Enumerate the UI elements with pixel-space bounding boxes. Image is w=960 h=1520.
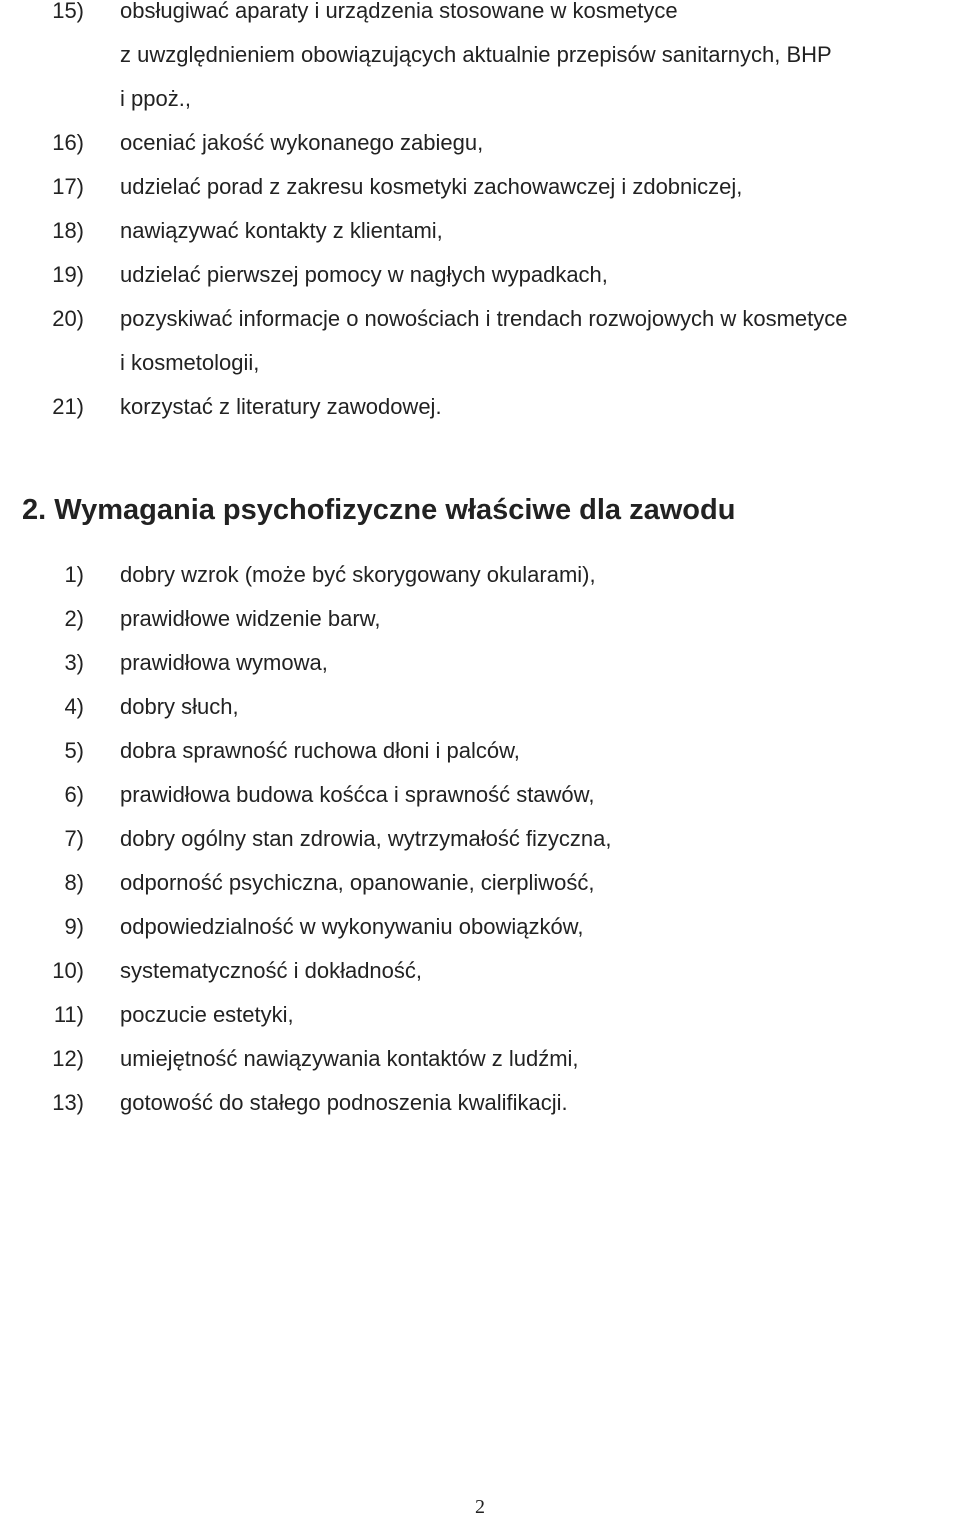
list-item	[0, 121, 960, 165]
section-heading: 2. Wymagania psychofizyczne właściwe dla zawodu	[22, 494, 736, 526]
list-item	[0, 641, 960, 685]
item-text: prawidłowa budowa kośćca i sprawność stawów,	[120, 782, 595, 807]
item-number: 10)	[52, 958, 84, 983]
list-item	[0, 685, 960, 729]
requirements-list	[0, 553, 960, 1125]
item-text: dobry ogólny stan zdrowia, wytrzymałość fizyczna,	[120, 826, 612, 851]
skills-list	[0, 0, 960, 429]
list-item	[0, 949, 960, 993]
list-item	[0, 297, 960, 385]
item-number: 5)	[64, 738, 84, 763]
item-text: prawidłowa wymowa,	[120, 650, 328, 675]
list-item	[0, 597, 960, 641]
item-number: 18)	[52, 218, 84, 243]
item-text: poczucie estetyki,	[120, 1002, 294, 1027]
list-item	[0, 1037, 960, 1081]
item-number: 4)	[64, 694, 84, 719]
list-item	[0, 209, 960, 253]
item-number: 2)	[64, 606, 84, 631]
item-number: 19)	[52, 262, 84, 287]
page-number: 2	[475, 1496, 485, 1518]
item-number: 12)	[52, 1046, 84, 1071]
item-text: pozyskiwać informacje o nowościach i trendach rozwojowych w kosmetyce i kosmetologii,	[120, 306, 848, 375]
item-text: dobry wzrok (może być skorygowany okularami),	[120, 562, 596, 587]
item-text: oceniać jakość wykonanego zabiegu,	[120, 130, 484, 155]
item-text: dobry słuch,	[120, 694, 239, 719]
list-item	[0, 729, 960, 773]
item-number: 7)	[64, 826, 84, 851]
list-item	[0, 253, 960, 297]
item-text: umiejętność nawiązywania kontaktów z ludźmi,	[120, 1046, 579, 1071]
item-number: 6)	[64, 782, 84, 807]
item-number: 1)	[64, 562, 84, 587]
item-number: 11)	[53, 1002, 84, 1027]
item-text: udzielać pierwszej pomocy w nagłych wypadkach,	[120, 262, 608, 287]
item-number: 21)	[52, 394, 84, 419]
item-text: prawidłowe widzenie barw,	[120, 606, 381, 631]
list-item	[0, 165, 960, 209]
list-item	[0, 993, 960, 1037]
list-item	[0, 905, 960, 949]
item-text: udzielać porad z zakresu kosmetyki zachowawczej i zdobniczej,	[120, 174, 743, 199]
item-number: 13)	[52, 1090, 84, 1115]
item-text: gotowość do stałego podnoszenia kwalifikacji.	[120, 1090, 568, 1115]
list-item	[0, 817, 960, 861]
item-number: 15)	[52, 0, 84, 23]
list-item	[0, 1081, 960, 1125]
list-item	[0, 861, 960, 905]
item-text: odpowiedzialność w wykonywaniu obowiązków,	[120, 914, 584, 939]
list-item	[0, 773, 960, 817]
list-item	[0, 385, 960, 429]
item-text: korzystać z literatury zawodowej.	[120, 394, 442, 419]
list-item	[0, 553, 960, 597]
item-number: 16)	[52, 130, 84, 155]
item-text: odporność psychiczna, opanowanie, cierpliwość,	[120, 870, 595, 895]
item-text: nawiązywać kontakty z klientami,	[120, 218, 443, 243]
item-text: systematyczność i dokładność,	[120, 958, 423, 983]
item-number: 9)	[64, 914, 84, 939]
item-text: obsługiwać aparaty i urządzenia stosowane w kosmetyce z uwzględnieniem obowiązujących aktualnie przepisów sanitarnych, BHP i ppoż.,	[120, 0, 832, 111]
list-item	[0, 0, 960, 121]
item-number: 20)	[52, 306, 84, 331]
item-number: 17)	[52, 174, 84, 199]
item-number: 3)	[64, 650, 84, 675]
item-text: dobra sprawność ruchowa dłoni i palców,	[120, 738, 520, 763]
item-number: 8)	[64, 870, 84, 895]
